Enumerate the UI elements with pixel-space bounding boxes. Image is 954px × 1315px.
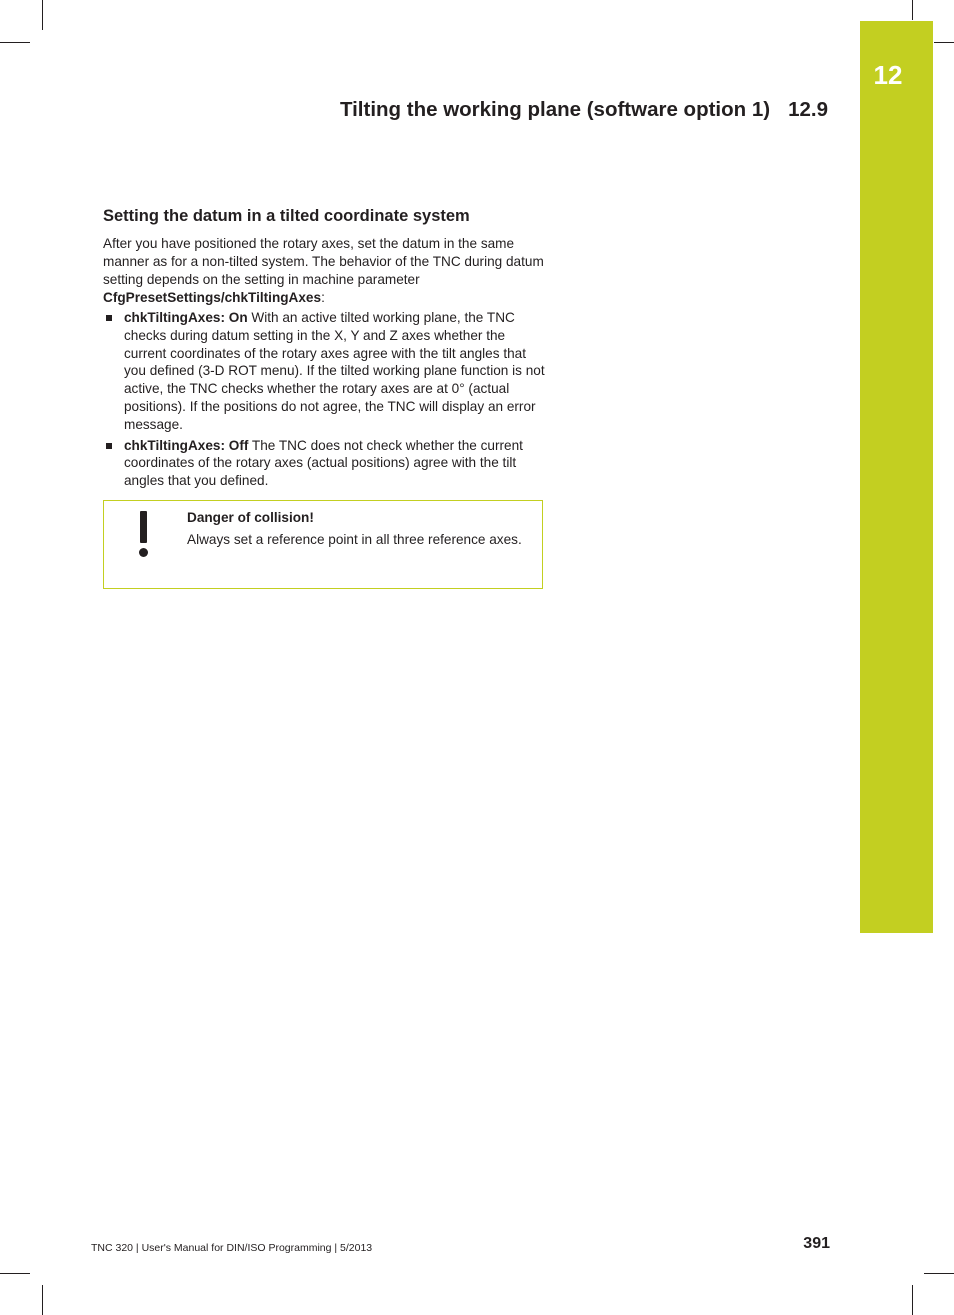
crop-mark xyxy=(934,42,954,43)
running-head xyxy=(340,98,828,122)
page-number: 391 xyxy=(803,1235,830,1252)
section-heading: Setting the datum in a tilted coordinate system xyxy=(103,207,470,225)
section-content xyxy=(103,205,548,493)
crop-mark xyxy=(912,1285,913,1315)
footer-text: TNC 320 | User's Manual for DIN/ISO Programming | 5/2013 xyxy=(91,1242,373,1254)
warning-text: Always set a reference point in all three reference axes. xyxy=(187,531,522,547)
running-head-title: Tilting the working plane (software option 1) xyxy=(339,98,771,121)
warning-box xyxy=(103,500,543,589)
warning-title: Danger of collision! xyxy=(187,510,314,525)
list-item xyxy=(103,309,548,434)
parameter-suffix: : xyxy=(321,290,325,305)
warning-content xyxy=(187,509,527,548)
crop-mark xyxy=(912,0,913,20)
crop-mark xyxy=(924,1273,954,1274)
intro-paragraph xyxy=(103,235,548,307)
option-term: chkTiltingAxes: On xyxy=(124,310,248,325)
bullet-icon xyxy=(106,443,112,449)
crop-mark xyxy=(42,0,43,30)
option-term: chkTiltingAxes: Off xyxy=(124,437,249,453)
list-item xyxy=(103,437,548,490)
crop-mark xyxy=(0,1273,30,1274)
options-list xyxy=(103,309,548,490)
exclamation-icon xyxy=(139,511,149,559)
option-text: The TNC does not check whether the current coordinates of the rotary axes (actual positions) agree with the tilt angles that you defined. xyxy=(124,437,523,489)
option-text: With an active tilted working plane, the TNC checks during datum setting in the X, Y and Z axes whether the current coordinates of the rotary axes agree with the tilt angles that you defined (3-D ROT menu). If the tilted working plane function is not active, the TNC checks whether the rotary axes are at 0° (actual positions). If the positions do not agree, the TNC will display an error message. xyxy=(124,310,545,432)
crop-mark xyxy=(0,42,30,43)
intro-text: After you have positioned the rotary axes, set the datum in the same manner as for a non-tilted system. The behavior of the TNC during datum setting depends on the setting in machine parameter xyxy=(103,236,544,287)
chapter-tab xyxy=(860,21,933,933)
machine-parameter: CfgPresetSettings/chkTiltingAxes xyxy=(103,290,322,305)
chapter-number: 12 xyxy=(873,60,903,90)
crop-mark xyxy=(42,1285,43,1315)
bullet-icon xyxy=(106,315,112,321)
running-head-section: 12.9 xyxy=(788,98,828,121)
